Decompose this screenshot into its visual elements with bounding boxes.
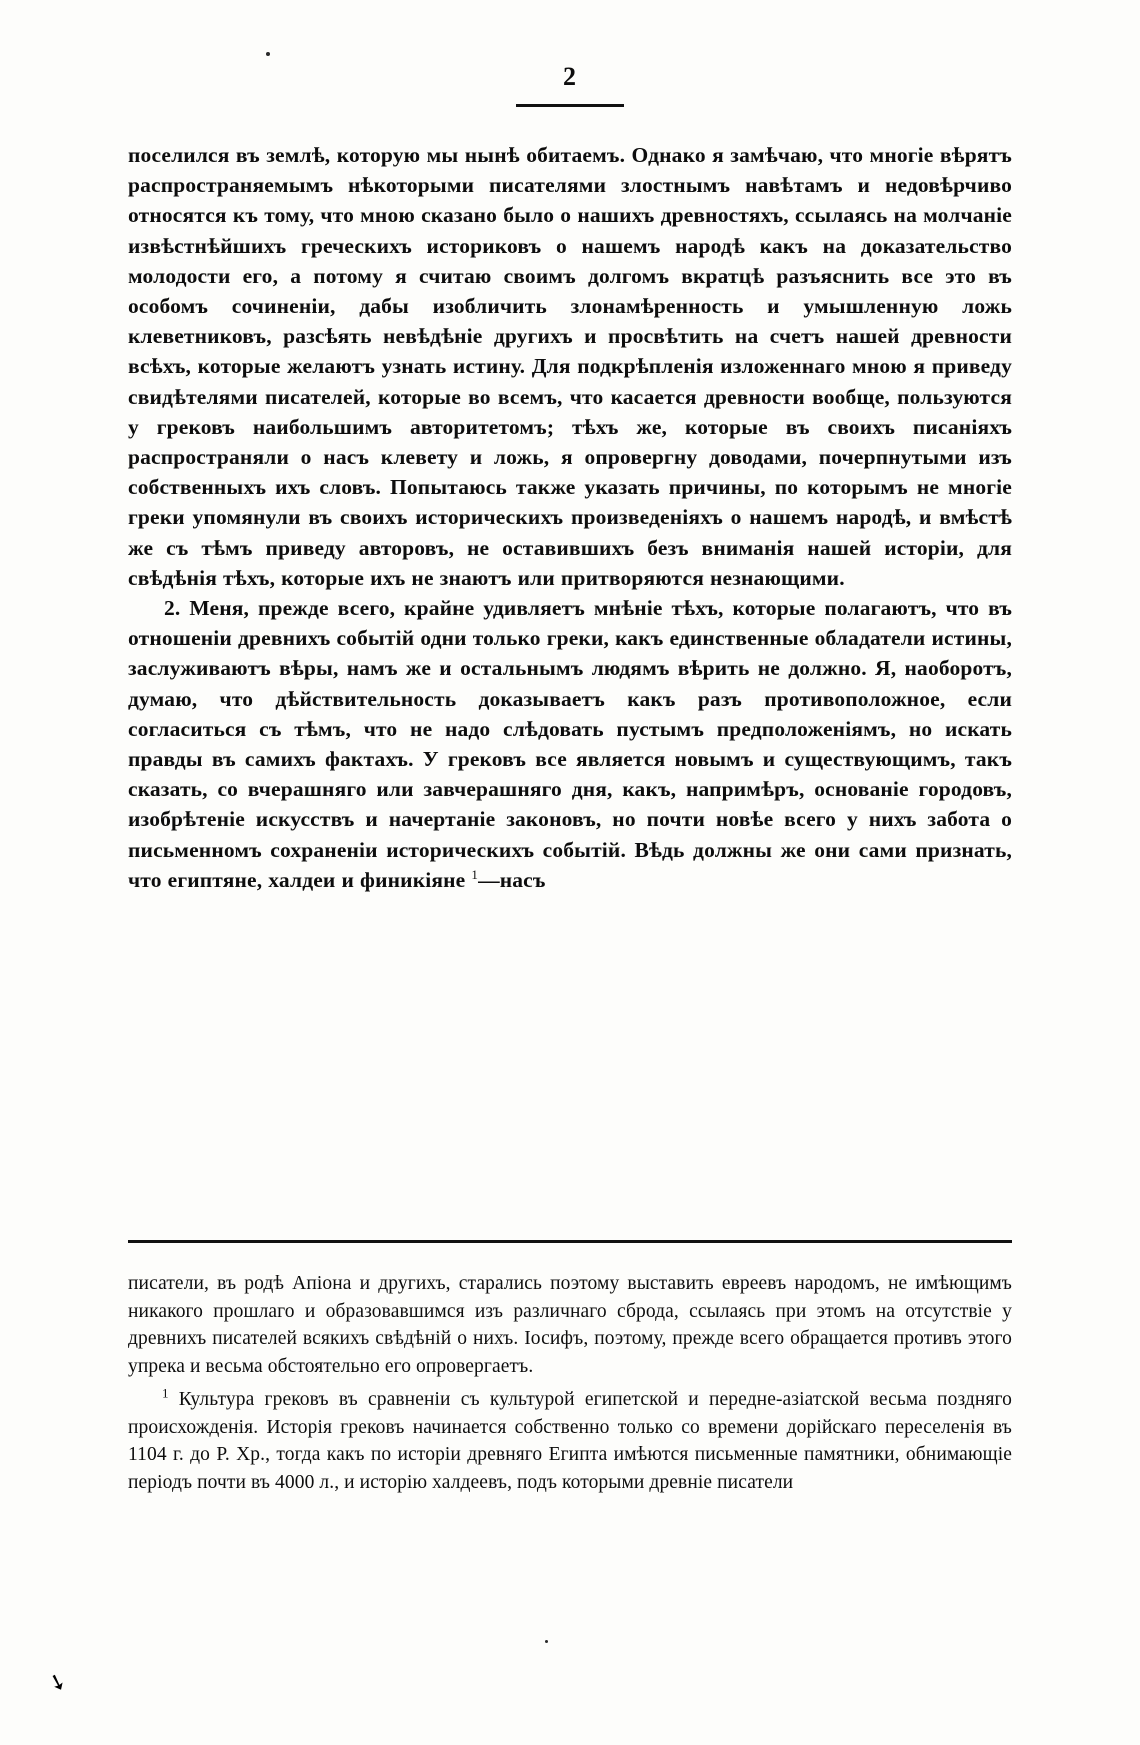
body-paragraph-2-tail: —насъ [478, 867, 546, 892]
footnote-1 [128, 1386, 1012, 1496]
footnote-1-text: Культура грековъ въ сравненіи съ культурой египетской и передне-азіатской весьма поздняго происхожденія. Исторія грековъ начинается собственно только со времени дорійскаго переселенія въ 1104 г. до Р. Хр., тогда какъ по исторіи древняго Египта имѣются письменные памятники, обнимающіе періодъ почти въ 4000 л., и исторію халдеевъ, подъ которыми древніе писатели [128, 1389, 1012, 1493]
body-paragraph-2 [128, 593, 1012, 895]
footnote-divider [128, 1240, 1012, 1243]
footnote-block [128, 1270, 1012, 1496]
footnote-editorial: писатели, въ родѣ Апіона и другихъ, старались поэтому выставить евреевъ народомъ, не имѣющимъ никакого прошлаго и образовавшимся изъ различнаго сброда, ссылаясь при этомъ на отсутствіе у древнихъ писателей всякихъ свѣдѣній о нихъ. Іосифъ, поэтому, прежде всего обращается противъ этого упрека и весьма обстоятельно его опровергаетъ. [128, 1273, 1012, 1377]
footnote-marker-1: 1 [162, 1385, 169, 1401]
body-paragraph-2-text: 2. Меня, прежде всего, крайне удивляетъ мнѣніе тѣхъ, которые полагаютъ, что въ отношеніи древнихъ событій одни только греки, какъ единственные обладатели истины, заслуживаютъ вѣры, намъ же и остальнымъ людямъ вѣрить не должно. Я, наоборотъ, думаю, что дѣйствительность доказываетъ какъ разъ противоположное, если согласиться съ тѣмъ, что не надо слѣдовать пустымъ предположеніямъ, но искать правды въ самихъ фактахъ. У грековъ все является новымъ и существующимъ, такъ сказать, со вчерашняго или завчерашняго дня, какъ, напримѣръ, основаніе городовъ, изобрѣтеніе искусствъ и начертаніе законовъ, но почти новѣе всего у нихъ забота о письменномъ сохраненіи историческихъ событій. Вѣдь должны же они сами признать, что египтяне, халдеи и финикіяне [128, 596, 1012, 892]
footnote-reference-1[interactable]: 1 [471, 866, 479, 882]
corner-pen-mark: ➘ [44, 1667, 71, 1697]
page-number: 2 [563, 62, 577, 91]
body-text-block [128, 140, 1012, 895]
header-divider [516, 104, 624, 107]
body-paragraph-1: поселился въ землѣ, которую мы нынѣ обитаемъ. Однако я замѣчаю, что многіе вѣрятъ распространяемымъ нѣкоторыми писателями злостнымъ навѣтамъ и недовѣрчиво относятся къ тому, что мною сказано было о нашихъ древностяхъ, ссылаясь на молчаніе извѣстнѣйшихъ греческихъ историковъ о нашемъ народѣ какъ на доказательство молодости его, а потому я считаю своимъ долгомъ вкратцѣ разъяснить все это въ особомъ сочиненіи, дабы изобличить злонамѣренность и умышленную ложь клеветниковъ, разсѣять невѣдѣніе другихъ и просвѣтить на счетъ нашей древности всѣхъ, которые желаютъ узнать истину. Для подкрѣпленія изложеннаго мною я приведу свидѣтелями писателей, которые во всемъ, что касается древности вообще, пользуются у грековъ наибольшимъ авторитетомъ; тѣхъ же, которые въ своихъ писаніяхъ распространяли о насъ клевету и ложь, я опровергну доводами, почерпнутыми изъ собственныхъ ихъ словъ. Попытаюсь также указать причины, по которымъ не многіе греки упомянули въ своихъ историческихъ произведеніяхъ о нашемъ народѣ, и вмѣстѣ же съ тѣмъ приведу авторовъ, не оставившихъ безъ вниманія нашей исторіи, для свѣдѣнія тѣхъ, которые ихъ не знаютъ или притворяются незнающими. [128, 143, 1012, 590]
paper-speck [266, 52, 270, 56]
paper-speck [545, 1640, 548, 1643]
